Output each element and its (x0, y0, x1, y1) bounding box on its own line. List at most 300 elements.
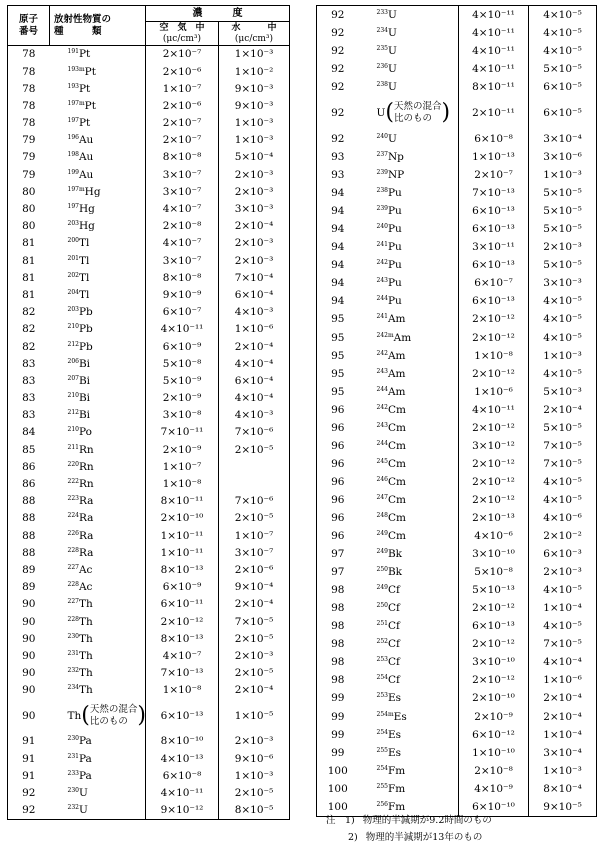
nuclide-symbol: Fm (387, 800, 406, 813)
atomic-number-cell: 89 (22, 581, 36, 594)
water-concentration-cell (219, 459, 290, 476)
nuclide-symbol: Rn (78, 478, 94, 491)
table-row (317, 708, 597, 726)
nuclide-symbol: Pt (84, 99, 96, 112)
mass-number: 211 (67, 443, 79, 451)
nuclide-symbol: Tl (78, 288, 90, 301)
nuclide-cell (359, 654, 459, 672)
mass-number: 235 (376, 44, 388, 52)
air-concentration-cell: 4×10⁻¹¹ (459, 24, 529, 42)
mass-number: 238 (376, 80, 388, 88)
air-concentration-cell: 2×10⁻⁹ (146, 390, 219, 407)
atomic-number-cell: 92 (331, 8, 345, 21)
table-row (317, 455, 597, 473)
nuclide-cell (359, 744, 459, 762)
water-concentration-cell: 2×10⁻³ (529, 239, 597, 257)
nuclide-cell (359, 202, 459, 220)
mass-number: 245 (376, 457, 388, 465)
table-row (8, 613, 290, 630)
nuclide-symbol: U (387, 80, 397, 93)
atomic-number-cell: 93 (331, 151, 345, 164)
air-concentration-cell: 4×10⁻⁹ (459, 780, 529, 798)
mass-number: 230 (67, 632, 79, 640)
air-concentration-cell: 6×10⁻¹³ (459, 202, 529, 220)
air-concentration-cell: 2×10⁻¹² (459, 419, 529, 437)
table-row (317, 780, 597, 798)
water-concentration-cell: 2×10⁻⁵ (219, 630, 290, 647)
mass-number: 227 (67, 563, 79, 571)
air-concentration-cell: 2×10⁻¹⁰ (459, 690, 529, 708)
air-concentration-cell: 2×10⁻¹² (459, 473, 529, 491)
mass-number: 248 (376, 511, 388, 519)
table-row (317, 24, 597, 42)
nuclide-cell (359, 437, 459, 455)
air-concentration-cell: 6×10⁻⁸ (459, 130, 529, 148)
mass-number: 202 (67, 271, 79, 279)
nuclide-symbol: Es (387, 728, 402, 741)
air-concentration-cell: 5×10⁻⁸ (146, 355, 219, 372)
nuclide-symbol: Es (393, 710, 407, 723)
nuclide-cell (50, 166, 146, 183)
nuclide-cell (359, 599, 459, 617)
nuclide-cell (359, 690, 459, 708)
nuclide-cell (359, 60, 459, 78)
water-concentration-cell: 1×10⁻³ (219, 132, 290, 149)
air-concentration-cell: 4×10⁻¹¹ (459, 60, 529, 78)
atomic-number-cell: 91 (22, 769, 36, 782)
nuclide-cell (359, 581, 459, 599)
mass-number: 203 (67, 220, 79, 228)
table-row (317, 60, 597, 78)
atomic-number-cell: 99 (331, 710, 345, 723)
atomic-number-cell: 92 (331, 106, 345, 119)
water-concentration-cell: 2×10⁻³ (219, 235, 290, 252)
atomic-number-cell: 83 (22, 409, 36, 422)
air-concentration-cell: 9×10⁻⁹ (146, 287, 219, 304)
table-row (8, 338, 290, 355)
water-concentration-cell: 1×10⁻³ (529, 166, 597, 184)
nuclide-cell (50, 510, 146, 527)
table-row (8, 527, 290, 544)
water-concentration-cell: 6×10⁻³ (529, 545, 597, 563)
air-concentration-cell: 1×10⁻⁸ (146, 476, 219, 493)
nuclide-symbol: Au (78, 134, 94, 147)
nuclide-symbol: Cm (387, 511, 406, 524)
table-row (8, 115, 290, 132)
nuclide-symbol: U (78, 787, 88, 800)
nuclide-cell (359, 455, 459, 473)
atomic-number-cell: 92 (331, 133, 345, 145)
table-row (8, 750, 290, 767)
air-concentration-cell: 6×10⁻¹³ (146, 699, 219, 733)
nuclide-symbol: Pu (387, 259, 402, 272)
water-concentration-cell: 5×10⁻⁵ (529, 419, 597, 437)
water-concentration-cell: 4×10⁻⁵ (529, 473, 597, 491)
table-row (317, 383, 597, 401)
atomic-number-cell: 96 (331, 421, 345, 434)
nuclide-cell (50, 630, 146, 647)
table-row (317, 329, 597, 347)
table-row (317, 96, 597, 130)
water-concentration-cell: 1×10⁻³ (219, 46, 290, 64)
nuclide-symbol: Cm (387, 439, 406, 452)
nuclide-symbol: Bi (78, 374, 91, 387)
air-concentration-cell: 1×10⁻⁷ (146, 80, 219, 97)
table-row (8, 287, 290, 304)
mass-number: 193m (67, 65, 85, 73)
mass-number: 223 (67, 495, 79, 503)
nuclide-cell (50, 544, 146, 561)
nuclide-cell (359, 6, 459, 25)
air-concentration-cell: 2×10⁻¹² (459, 311, 529, 329)
table-row (8, 235, 290, 252)
mass-number: 203 (67, 306, 79, 314)
air-concentration-cell: 8×10⁻¹⁰ (146, 733, 219, 750)
mass-number: 241 (376, 313, 388, 321)
air-concentration-cell: 2×10⁻⁸ (146, 218, 219, 235)
air-concentration-cell: 7×10⁻¹³ (459, 184, 529, 202)
air-concentration-cell: 8×10⁻¹³ (146, 630, 219, 647)
water-concentration-cell: 9×10⁻⁶ (219, 750, 290, 767)
nuclide-cell (50, 424, 146, 441)
air-concentration-cell: 2×10⁻¹² (459, 365, 529, 383)
natural-mix-label: 天然の混合 (393, 101, 442, 113)
air-concentration-cell: 6×10⁻⁷ (459, 275, 529, 293)
table-row (317, 437, 597, 455)
table-row (8, 699, 290, 733)
atomic-number-cell: 92 (331, 44, 345, 57)
nuclide-cell (50, 802, 146, 820)
nuclide-cell (359, 24, 459, 42)
atomic-number-cell: 95 (331, 349, 345, 362)
atomic-number-cell: 81 (22, 237, 36, 250)
mass-number: 239 (376, 205, 388, 213)
table-row (317, 527, 597, 545)
nuclide-symbol: Th (78, 632, 93, 645)
nuclide-symbol: Po (78, 426, 92, 439)
nuclide-cell (359, 401, 459, 419)
mass-number: 207 (67, 374, 79, 382)
mass-number: 243 (376, 421, 388, 429)
mass-number: 206 (67, 357, 79, 365)
air-concentration-cell: 2×10⁻¹³ (459, 509, 529, 527)
mass-number: 242 (376, 403, 388, 411)
water-concentration-cell: 2×10⁻³ (219, 648, 290, 665)
air-concentration-cell: 6×10⁻⁹ (146, 338, 219, 355)
nuclide-symbol: Pu (387, 187, 402, 200)
nuclide-cell (50, 407, 146, 424)
atomic-number-cell: 92 (331, 62, 345, 75)
atomic-number-cell: 89 (22, 563, 36, 576)
mass-number: 232 (67, 667, 79, 675)
water-concentration-cell: 4×10⁻⁵ (529, 618, 597, 636)
atomic-number-cell: 80 (22, 203, 36, 216)
nuclide-symbol: Au (78, 168, 94, 181)
nuclide-symbol: Hg (84, 185, 101, 198)
atomic-number-cell: 90 (22, 684, 36, 697)
nuclide-cell (359, 563, 459, 581)
nuclide-symbol: Ra (78, 512, 94, 525)
nuclide-cell (50, 476, 146, 493)
nuclide-cell (50, 338, 146, 355)
mass-number: 228 (67, 581, 79, 589)
atomic-number-cell: 84 (22, 426, 36, 439)
nuclide-symbol: Cf (387, 602, 400, 615)
nuclide-symbol: Bi (78, 409, 91, 422)
footnotes (326, 812, 492, 846)
atomic-number-cell: 78 (22, 65, 36, 78)
water-concentration-cell: 2×10⁻³ (219, 733, 290, 750)
nuclide-cell (50, 149, 146, 166)
water-concentration-cell: 2×10⁻⁴ (529, 690, 597, 708)
atomic-number-cell: 94 (331, 187, 345, 200)
water-concentration-cell: 2×10⁻⁶ (219, 562, 290, 579)
atomic-number-cell: 81 (22, 254, 36, 267)
water-concentration-cell: 4×10⁻⁵ (529, 293, 597, 311)
nuclide-cell (359, 762, 459, 780)
air-concentration-cell: 8×10⁻¹³ (146, 562, 219, 579)
water-concentration-cell: 7×10⁻⁴ (219, 269, 290, 286)
left-table-body (8, 46, 290, 820)
water-concentration-cell: 1×10⁻³ (529, 347, 597, 365)
water-concentration-cell: 7×10⁻⁶ (219, 424, 290, 441)
nuclide-cell (50, 115, 146, 132)
nuclide-cell (50, 355, 146, 372)
nuclide-symbol: Cm (387, 421, 406, 434)
mass-number: 204 (67, 288, 79, 296)
air-concentration-cell: 6×10⁻¹¹ (146, 596, 219, 613)
nuclide-cell (50, 184, 146, 201)
water-concentration-cell: 1×10⁻⁶ (529, 672, 597, 690)
nuclide-cell (50, 441, 146, 458)
table-row (8, 252, 290, 269)
nuclide-cell (50, 373, 146, 390)
water-concentration-cell: 4×10⁻⁵ (529, 24, 597, 42)
air-concentration-cell: 2×10⁻¹² (459, 636, 529, 654)
mass-number: 224 (67, 512, 79, 520)
air-concentration-cell: 8×10⁻¹¹ (459, 78, 529, 96)
table-row (317, 744, 597, 762)
nuclide-symbol: Cm (387, 475, 406, 488)
left-table (7, 5, 290, 820)
table-row (8, 390, 290, 407)
nuclide-cell (50, 750, 146, 767)
nuclide-cell (359, 473, 459, 491)
atomic-number-cell: 94 (331, 205, 345, 218)
air-concentration-cell: 5×10⁻⁸ (459, 563, 529, 581)
water-concentration-cell: 7×10⁻⁵ (219, 613, 290, 630)
water-concentration-cell: 3×10⁻⁷ (219, 544, 290, 561)
mass-number: 198 (67, 151, 79, 159)
nuclide-cell (50, 287, 146, 304)
water-concentration-cell: 1×10⁻⁷ (219, 527, 290, 544)
water-concentration-cell: 1×10⁻³ (219, 768, 290, 785)
air-concentration-cell: 3×10⁻⁷ (146, 252, 219, 269)
atomic-number-cell: 93 (331, 169, 345, 182)
nuclide-symbol: Pt (78, 48, 91, 61)
nuclide-cell (50, 390, 146, 407)
table-row (8, 733, 290, 750)
nuclide-cell (50, 98, 146, 115)
right-table (316, 5, 597, 817)
mass-number: 233 (67, 769, 79, 777)
atomic-number-cell: 92 (331, 80, 345, 93)
table-row (8, 596, 290, 613)
air-concentration-cell: 4×10⁻¹¹ (146, 321, 219, 338)
air-concentration-cell: 2×10⁻⁷ (146, 115, 219, 132)
nuclide-symbol: Rn (78, 460, 94, 473)
air-concentration-cell: 2×10⁻¹² (459, 329, 529, 347)
nuclide-symbol: Pb (78, 340, 93, 353)
nuclide-cell: U ( 天然の混合 比のもの ) (376, 100, 451, 126)
water-concentration-cell: 9×10⁻⁴ (219, 579, 290, 596)
water-concentration-cell: 4×10⁻⁵ (529, 329, 597, 347)
atomic-number-cell: 80 (22, 185, 36, 198)
water-concentration-cell: 3×10⁻⁴ (529, 744, 597, 762)
mass-number: 228 (67, 615, 79, 623)
table-row (8, 510, 290, 527)
atomic-number-cell: 98 (331, 620, 345, 633)
table-row (8, 149, 290, 166)
table-row (8, 476, 290, 493)
water-concentration-cell: 2×10⁻³ (219, 252, 290, 269)
table-row (317, 311, 597, 329)
nuclide-cell (50, 682, 146, 699)
air-concentration-cell: 2×10⁻⁹ (146, 441, 219, 458)
atomic-number-cell: 100 (327, 800, 348, 813)
nuclide-cell (359, 672, 459, 690)
atomic-number-cell: 80 (22, 220, 36, 233)
nuclide-cell (359, 311, 459, 329)
atomic-number-cell: 98 (331, 602, 345, 615)
nuclide-symbol: Cm (387, 530, 406, 543)
water-concentration-cell: 3×10⁻³ (219, 201, 290, 218)
atomic-number-cell: 96 (331, 493, 345, 506)
nuclide-symbol: Th (78, 598, 93, 611)
water-concentration-cell: 4×10⁻⁵ (529, 491, 597, 509)
table-row (8, 355, 290, 372)
air-concentration-cell: 4×10⁻⁶ (459, 527, 529, 545)
nuclide-cell (359, 509, 459, 527)
table-row (8, 682, 290, 699)
air-concentration-cell: 8×10⁻⁸ (146, 149, 219, 166)
nuclide-symbol: U (78, 804, 88, 817)
mass-number: 240 (376, 133, 388, 140)
air-concentration-cell: 7×10⁻¹¹ (146, 424, 219, 441)
table-row (317, 690, 597, 708)
mass-number: 253 (376, 656, 388, 664)
table-row (8, 80, 290, 97)
table-row (8, 184, 290, 201)
nuclide-cell (359, 347, 459, 365)
air-concentration-cell: 1×10⁻¹¹ (146, 527, 219, 544)
table-row (317, 184, 597, 202)
water-concentration-cell: 7×10⁻⁵ (529, 455, 597, 473)
table-row (8, 201, 290, 218)
air-concentration-cell: 1×10⁻⁸ (459, 347, 529, 365)
water-concentration-cell: 6×10⁻⁵ (529, 96, 597, 130)
water-concentration-cell: 2×10⁻⁵ (219, 785, 290, 802)
mass-number: 253 (376, 692, 388, 700)
air-concentration-cell: 1×10⁻⁸ (146, 682, 219, 699)
nuclide-symbol: Am (387, 349, 406, 362)
mass-number: 234 (67, 684, 79, 692)
nuclide-cell (50, 80, 146, 97)
table-row (8, 459, 290, 476)
air-concentration-cell: 1×10⁻¹¹ (146, 544, 219, 561)
table-row (317, 563, 597, 581)
mass-number: 237 (376, 151, 388, 159)
air-concentration-cell: 2×10⁻⁶ (146, 98, 219, 115)
water-concentration-cell: 4×10⁻⁵ (529, 42, 597, 60)
atomic-number-cell: 98 (331, 656, 345, 669)
water-concentration-cell: 2×10⁻² (529, 527, 597, 545)
water-concentration-cell: 5×10⁻⁵ (529, 220, 597, 238)
mass-number: 220 (67, 460, 79, 468)
mass-number: 250 (376, 602, 388, 610)
air-header: 空 気 中 (159, 22, 205, 33)
nuclide-cell (359, 365, 459, 383)
water-concentration-cell: 7×10⁻⁶ (219, 493, 290, 510)
atomic-number-cell: 97 (331, 548, 345, 561)
atomic-number-cell: 92 (331, 26, 345, 39)
air-concentration-cell: 6×10⁻⁷ (146, 304, 219, 321)
mass-number: 226 (67, 529, 79, 537)
atomic-number-cell: 94 (331, 277, 345, 290)
water-concentration-cell: 5×10⁻⁵ (529, 202, 597, 220)
nuclide-symbol: Am (387, 313, 406, 326)
atomic-number-cell: 90 (22, 649, 36, 662)
mass-number: 231 (67, 752, 79, 760)
water-concentration-cell: 1×10⁻³ (529, 762, 597, 780)
nuclide-symbol: Rn (78, 443, 94, 456)
air-concentration-cell: 5×10⁻¹³ (459, 581, 529, 599)
nuclide-symbol: Bk (387, 548, 403, 561)
table-row (8, 373, 290, 390)
water-concentration-cell: 3×10⁻⁴ (529, 130, 597, 148)
nuclide-symbol: Bi (78, 357, 91, 370)
air-concentration-cell: 8×10⁻¹¹ (146, 493, 219, 510)
mass-number: 254 (376, 764, 388, 772)
water-concentration-cell: 6×10⁻⁴ (219, 373, 290, 390)
table-row (8, 269, 290, 286)
mass-number: 231 (67, 649, 79, 657)
nuclide-symbol: Am (387, 385, 406, 398)
atomic-number-cell: 95 (331, 331, 345, 344)
nuclide-symbol: Es (387, 746, 402, 759)
nuclide-symbol: Pt (84, 65, 96, 78)
table-row (8, 802, 290, 820)
nuclide-cell (50, 733, 146, 750)
air-concentration-cell: 3×10⁻¹² (459, 437, 529, 455)
mass-number: 242 (376, 259, 388, 267)
mass-number: 236 (376, 62, 388, 70)
nuclide-symbol: Am (393, 331, 412, 344)
nuclide-symbol: Pu (387, 223, 402, 236)
nuclide-symbol: U (387, 44, 397, 57)
nuclide-symbol: Th (78, 667, 93, 680)
air-concentration-cell: 2×10⁻⁷ (146, 46, 219, 64)
mass-number: 234 (376, 26, 388, 34)
nuclide-cell (359, 166, 459, 184)
nuclide-cell (359, 527, 459, 545)
water-concentration-cell: 2×10⁻⁵ (219, 510, 290, 527)
mass-number: 244 (376, 385, 388, 393)
nuclide-cell (359, 130, 459, 148)
mass-number: 199 (67, 168, 79, 176)
water-concentration-cell: 8×10⁻⁵ (219, 802, 290, 820)
table-row (317, 726, 597, 744)
